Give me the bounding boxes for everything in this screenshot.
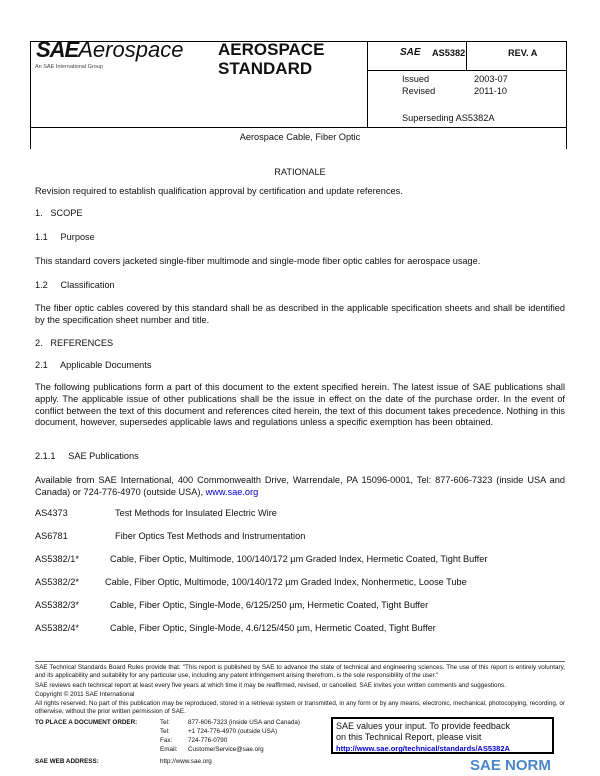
standard-type <box>218 40 324 78</box>
logo-tagline: An SAE International Group <box>35 64 103 70</box>
reference-id: AS5382/1* <box>35 554 79 564</box>
reference-id: AS5382/2* <box>35 577 79 587</box>
footer-rights: All rights reserved. No part of this publication may be reproduced, stored in a retrieval system or transmitted, in any form or by any means, electronic, mechanical, photocopying, recording, or otherwise, without the prior written permission of SAE. <box>35 700 565 715</box>
section-applicable-documents: 2.1 Applicable Documents <box>35 360 152 370</box>
section-scope: 1. SCOPE <box>35 208 83 218</box>
standard-line1: AEROSPACE <box>218 40 325 59</box>
contact-value: +1 724-776-4970 (outside USA) <box>188 728 278 735</box>
reference-id: AS6781 <box>35 531 68 541</box>
section-sae-publications: 2.1.1 SAE Publications <box>35 451 139 461</box>
contact-label: Tel: <box>160 728 170 735</box>
order-label: TO PLACE A DOCUMENT ORDER: <box>35 719 138 726</box>
contact-value: 877-606-7323 (inside USA and Canada) <box>188 719 301 726</box>
contact-value: CustomerService@sae.org <box>188 746 264 753</box>
footer-review: SAE reviews each technical report at least every five years at which time it may be reaffirmed, revised, or cancelled. SAE invites your written comments and suggestions. <box>35 682 506 689</box>
sae-norm-watermark: SAE NORM <box>470 757 551 774</box>
web-value: http://www.sae.org <box>160 758 212 765</box>
superseding: Superseding AS5382A <box>402 113 495 123</box>
logo-sae: SAE <box>36 37 79 62</box>
rationale-text: Revision required to establish qualification approval by certification and update references. <box>35 186 403 196</box>
sae-publications-body: Available from SAE International, 400 Commonwealth Drive, Warrendale, PA 15096-0001, Tel: 877-606-7323 (inside USA and Canada) or 724-776-4970 (outside USA), <box>35 475 565 497</box>
applicable-documents-text: The following publications form a part of this document to the extent specified herein. The latest issue of SAE publications shall apply. The applicable issue of other publications shall be the issue in effect on the date of the purchase order. In the event of conflict between the text of this document and references cited herein, the text of this document takes precedence. Nothing in this document, however, supersedes applicable laws and regulations unless a specific exemption has been obtained. <box>35 382 565 428</box>
reference-title: Cable, Fiber Optic, Multimode, 100/140/172 µm Graded Index, Nonhermetic, Loose Tube <box>105 577 467 587</box>
issued-date: 2003-07 <box>474 74 508 84</box>
contact-label: Email: <box>160 746 178 753</box>
logo-aerospace: Aerospace <box>78 37 184 62</box>
doc-number: AS5382 <box>432 48 466 58</box>
feedback-link[interactable]: http://www.sae.org/technical/standards/AS5382A <box>336 744 510 753</box>
purpose-text: This standard covers jacketed single-fiber multimode and single-mode fiber optic cables for aerospace usage. <box>35 256 481 266</box>
reference-id: AS5382/4* <box>35 623 79 633</box>
contact-label: Fax: <box>160 737 173 744</box>
section-classification: 1.2 Classification <box>35 280 115 290</box>
sae-small-logo: SAE <box>400 47 421 58</box>
standard-line2: STANDARD <box>218 59 313 78</box>
reference-title: Cable, Fiber Optic, Multimode, 100/140/172 µm Graded Index, Hermetic Coated, Tight Buffer <box>110 554 488 564</box>
contact-value: 724-776-0790 <box>188 737 228 744</box>
web-label: SAE WEB ADDRESS: <box>35 758 99 765</box>
feedback-line1: SAE values your input. To provide feedback <box>336 721 510 731</box>
footer-copyright: Copyright © 2011 SAE International <box>35 691 135 698</box>
document-title: Aerospace Cable, Fiber Optic <box>239 132 361 142</box>
feedback-line2: on this Technical Report, please visit <box>336 732 482 742</box>
section-purpose: 1.1 Purpose <box>35 232 95 242</box>
footer-rules: SAE Technical Standards Board Rules provide that: "This report is published by SAE to advance the state of technical and engineering sciences. The use of this report is entirely voluntary, and its applicability and suitability for any particular use, including any patent infringement arising therefrom, is the sole responsibility of the user." <box>35 664 565 679</box>
section-references: 2. REFERENCES <box>35 338 114 348</box>
sae-aerospace-logo <box>36 38 183 65</box>
revision: REV. A <box>508 48 538 58</box>
reference-id: AS4373 <box>35 508 68 518</box>
issued-label: Issued <box>402 74 430 84</box>
rationale-heading: RATIONALE <box>274 167 326 177</box>
sae-website-link[interactable]: www.sae.org <box>205 486 259 497</box>
sae-publications-text <box>35 475 565 499</box>
reference-title: Cable, Fiber Optic, Single-Mode, 6/125/250 µm, Hermetic Coated, Tight Buffer <box>110 600 429 610</box>
revised-label: Revised <box>402 86 436 96</box>
reference-title: Fiber Optics Test Methods and Instrumentation <box>115 531 306 541</box>
reference-title: Test Methods for Insulated Electric Wire <box>115 508 277 518</box>
feedback-box <box>331 717 554 754</box>
reference-id: AS5382/3* <box>35 600 79 610</box>
revised-date: 2011-10 <box>474 86 508 96</box>
classification-text: The fiber optic cables covered by this standard shall be as described in the applicable specification sheets and shall be identified by the specification sheet number and title. <box>35 303 565 325</box>
contact-label: Tel: <box>160 719 170 726</box>
reference-title: Cable, Fiber Optic, Single-Mode, 4.6/125/450 µm, Hermetic Coated, Tight Buffer <box>110 623 436 633</box>
